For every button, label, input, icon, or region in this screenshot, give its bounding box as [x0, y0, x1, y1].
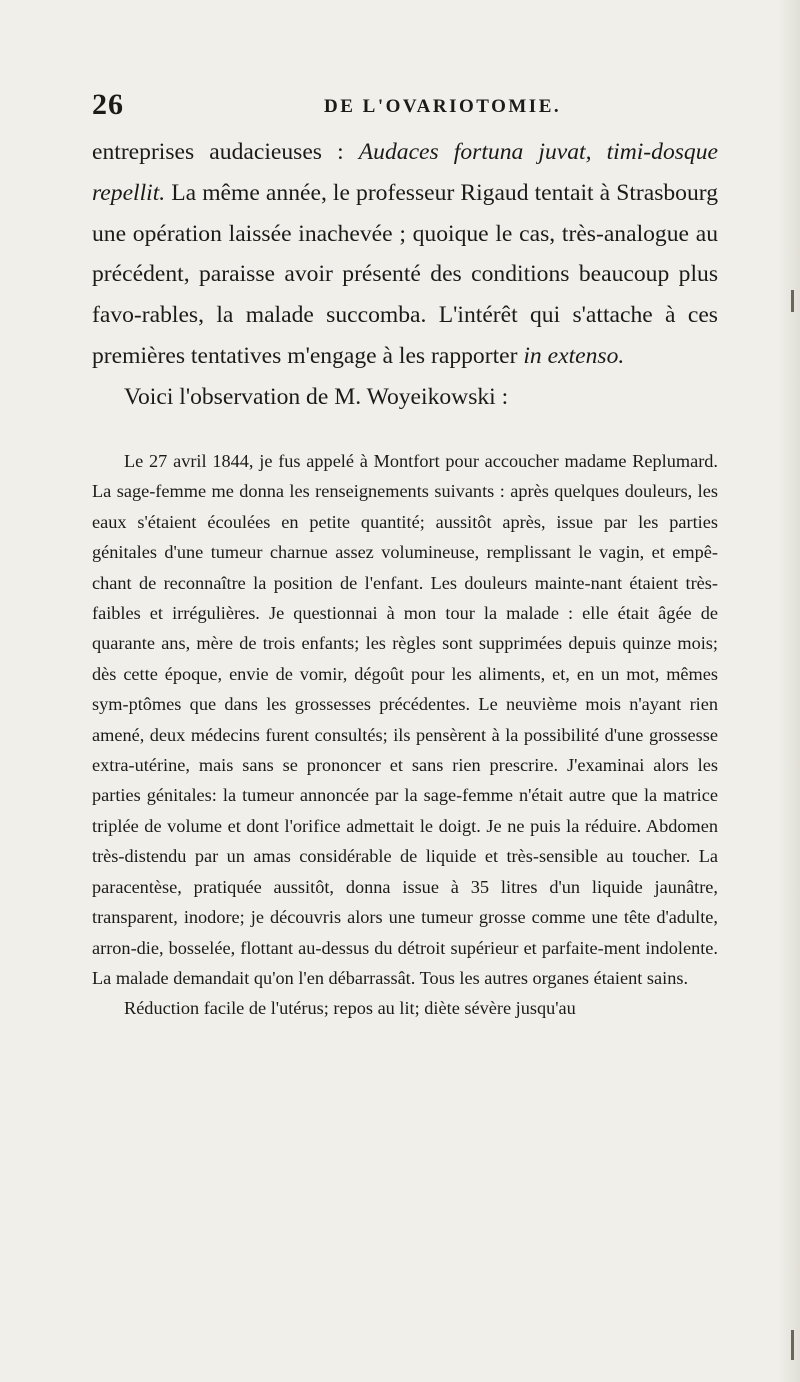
observation-paragraph-continued: Réduction facile de l'utérus; repos au lit; diète sévère jusqu'au: [124, 998, 576, 1019]
page-edge-shadow: [778, 0, 800, 1382]
intro-text-body: La même année, le professeur Rigaud tentait à Strasbourg une opération laissée inachevée ; quoique le cas, très-analogue au précédent, paraisse avoir présenté des conditions beaucoup plus favo-rables, la malade succomba. L'intérêt qui s'attache à ces premières tentatives m'engage à les rapporter: [92, 179, 718, 369]
latin-quote: Audaces fortuna juvat, timi-dosque repellit.: [92, 139, 718, 206]
margin-mark: [791, 1330, 794, 1360]
page-number: 26: [92, 88, 124, 121]
intro-text-start: entreprises audacieuses :: [92, 139, 359, 165]
observation-paragraph: Le 27 avril 1844, je fus appelé à Montfort pour accoucher madame Replumard. La sage-femme me donna les renseignements suivants : après quelques douleurs, les eaux s'étaient écoulées en petite quantité; aussitôt après, issue par les parties génitales d'une tumeur charnue assez volumineuse, remplissant le vagin, et empê-chant de reconnaître la position de l'enfant. Les douleurs mainte-nant étaient très-faibles et irrégulières. Je questionnai à mon tour la malade : elle était âgée de quarante ans, mère de trois enfants; les règles sont supprimées depuis quinze mois; dès cette époque, envie de vomir, dégoût pour les aliments, et, en un mot, mêmes sym-ptômes que dans les grossesses précédentes. Le neuvième mois n'ayant rien amené, deux médecins furent consultés; ils pensèrent à la possibilité d'une grossesse extra-utérine, mais sans se prononcer et sans rien prescrire. J'examinai alors les parties génitales: la tumeur annoncée par la sage-femme n'était autre que la matrice triplée de volume et dont l'orifice admettait le doigt. Je ne puis la réduire. Abdomen très-distendu par un amas considérable de liquide et très-sensible au toucher. La paracentèse, pratiquée aussitôt, donna issue à 35 litres d'un liquide jaunâtre, transparent, inodore; je découvris alors une tumeur grosse comme une tête d'adulte, arron-die, bosselée, flottant au-dessus du détroit supérieur et parfaite-ment indolente. La malade demandait qu'on l'en débarrassât. Tous les autres organes étaient sains.: [92, 451, 718, 988]
in-extenso: in extenso.: [523, 342, 625, 369]
paragraph-intro: [92, 132, 718, 377]
main-text: [92, 132, 718, 418]
running-head: DE L'OVARIOTOMIE.: [324, 96, 562, 117]
observation-text: [92, 446, 718, 1024]
page-header: [92, 88, 712, 128]
paragraph-observation-intro: Voici l'observation de M. Woyeikowski :: [124, 383, 509, 410]
margin-mark: [791, 290, 794, 312]
